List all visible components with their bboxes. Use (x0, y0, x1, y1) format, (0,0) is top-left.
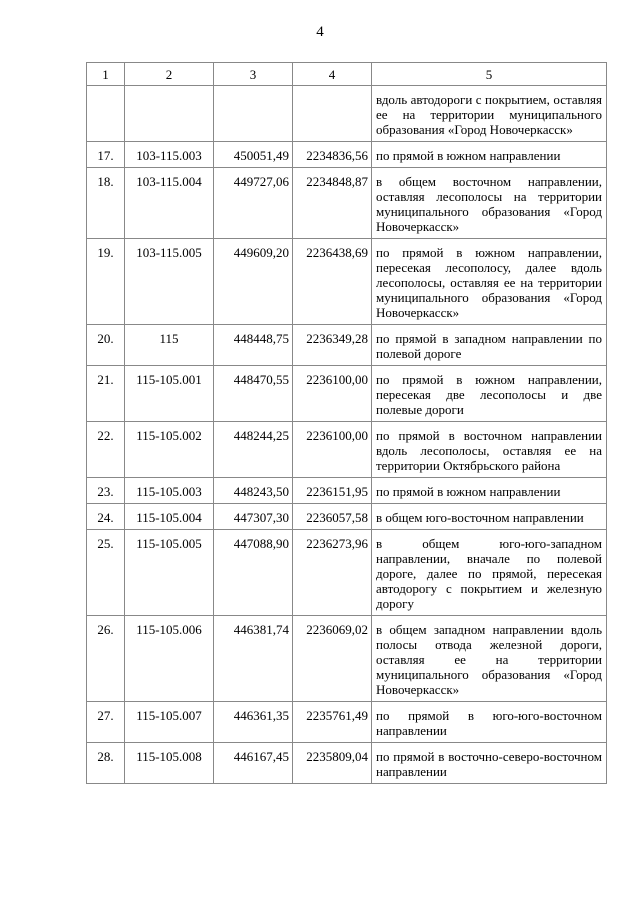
point-id: 115-105.004 (136, 510, 202, 525)
header-col-2: 2 (125, 63, 214, 86)
coordinate-x: 446167,45 (233, 749, 289, 764)
boundary-description: в общем западном направлении вдоль полосы отвода железной дороги, оставляя ее на территории муниципального образования «Город Новочеркасск» (376, 622, 602, 697)
boundary-description: в общем восточном направлении, оставляя лесополосы на территории муниципального образования «Город Новочеркасск» (376, 174, 602, 234)
continuation-row (87, 86, 607, 142)
coordinate-y: 2235809,04 (306, 749, 368, 764)
boundary-description: по прямой в южном направлении, пересекая две лесополосы и две полевые дороги (376, 372, 602, 417)
header-col-3: 3 (214, 63, 293, 86)
table-row (87, 702, 607, 743)
coordinate-y: 2234836,56 (306, 148, 368, 163)
coordinate-x: 449609,20 (233, 245, 289, 260)
coordinate-y: 2236349,28 (306, 331, 368, 346)
table-row (87, 142, 607, 168)
coordinate-x: 446361,35 (233, 708, 289, 723)
table-row (87, 504, 607, 530)
coordinate-y: 2236151,95 (306, 484, 368, 499)
row-number: 27. (97, 708, 114, 723)
point-id: 103-115.004 (136, 174, 202, 189)
table-row (87, 616, 607, 702)
table-row (87, 239, 607, 325)
row-number: 25. (97, 536, 114, 551)
point-id: 115-105.005 (136, 536, 202, 551)
coordinate-y: 2234848,87 (306, 174, 368, 189)
boundary-table (86, 62, 607, 784)
table-row (87, 743, 607, 784)
coordinate-y: 2236273,96 (306, 536, 368, 551)
row-number: 19. (97, 245, 114, 260)
boundary-description: по прямой в восточно-северо-восточном направлении (376, 749, 602, 779)
point-id: 115-105.006 (136, 622, 202, 637)
coordinate-y: 2236100,00 (306, 428, 368, 443)
coordinate-x: 449727,06 (233, 174, 289, 189)
coordinate-x: 447307,30 (233, 510, 289, 525)
table-row (87, 325, 607, 366)
table-header-row (87, 63, 607, 86)
coordinate-x: 448244,25 (233, 428, 289, 443)
row-number: 26. (97, 622, 114, 637)
table-row (87, 422, 607, 478)
table-row (87, 168, 607, 239)
boundary-description: по прямой в южном направлении (376, 484, 561, 499)
boundary-description: по прямой в юго-юго-восточном направлении (376, 708, 602, 738)
coordinate-x: 447088,90 (233, 536, 289, 551)
row-number: 22. (97, 428, 114, 443)
row-number: 20. (97, 331, 114, 346)
coordinate-y: 2236438,69 (306, 245, 368, 260)
coordinate-x: 446381,74 (233, 622, 289, 637)
table-row (87, 530, 607, 616)
coordinate-x: 448448,75 (233, 331, 289, 346)
coordinate-x: 448470,55 (233, 372, 289, 387)
row-number: 24. (97, 510, 114, 525)
header-col-5: 5 (372, 63, 607, 86)
point-id: 103-115.005 (136, 245, 202, 260)
row-number: 21. (97, 372, 114, 387)
row-number: 18. (97, 174, 114, 189)
boundary-description: по прямой в южном направлении, пересекая лесополосу, далее вдоль лесополосы, оставляя ее на территории муниципального образования «Город Новочеркасск» (376, 245, 602, 320)
coordinate-y: 2236100,00 (306, 372, 368, 387)
continuation-description: вдоль автодороги с покрытием, оставляя ее на территории муниципального образования «Город Новочеркасск» (376, 92, 602, 137)
point-id: 115-105.008 (136, 749, 202, 764)
coordinate-x: 448243,50 (233, 484, 289, 499)
boundary-description: по прямой в южном направлении (376, 148, 561, 163)
point-id: 115 (159, 331, 179, 346)
boundary-description: в общем юго-восточном направлении (376, 510, 584, 525)
coordinate-x: 450051,49 (233, 148, 289, 163)
table-row (87, 366, 607, 422)
header-col-1: 1 (87, 63, 125, 86)
point-id: 103-115.003 (136, 148, 202, 163)
boundary-description: в общем юго-юго-западном направлении, вначале по полевой дороге, далее по прямой, пересекая автодорогу с покрытием и железную дорогу (376, 536, 602, 611)
coordinate-y: 2235761,49 (306, 708, 368, 723)
boundary-description: по прямой в восточном направлении вдоль лесополосы, оставляя ее на территории Октябрьского района (376, 428, 602, 473)
point-id: 115-105.007 (136, 708, 202, 723)
row-number: 23. (97, 484, 114, 499)
point-id: 115-105.002 (136, 428, 202, 443)
page-number: 4 (316, 24, 324, 40)
coordinate-y: 2236057,58 (306, 510, 368, 525)
header-col-4: 4 (293, 63, 372, 86)
coordinate-y: 2236069,02 (306, 622, 368, 637)
row-number: 17. (97, 148, 114, 163)
boundary-table-body (87, 63, 607, 784)
table-row (87, 478, 607, 504)
point-id: 115-105.001 (136, 372, 202, 387)
point-id: 115-105.003 (136, 484, 202, 499)
row-number: 28. (97, 749, 114, 764)
boundary-description: по прямой в западном направлении по полевой дороге (376, 331, 602, 361)
